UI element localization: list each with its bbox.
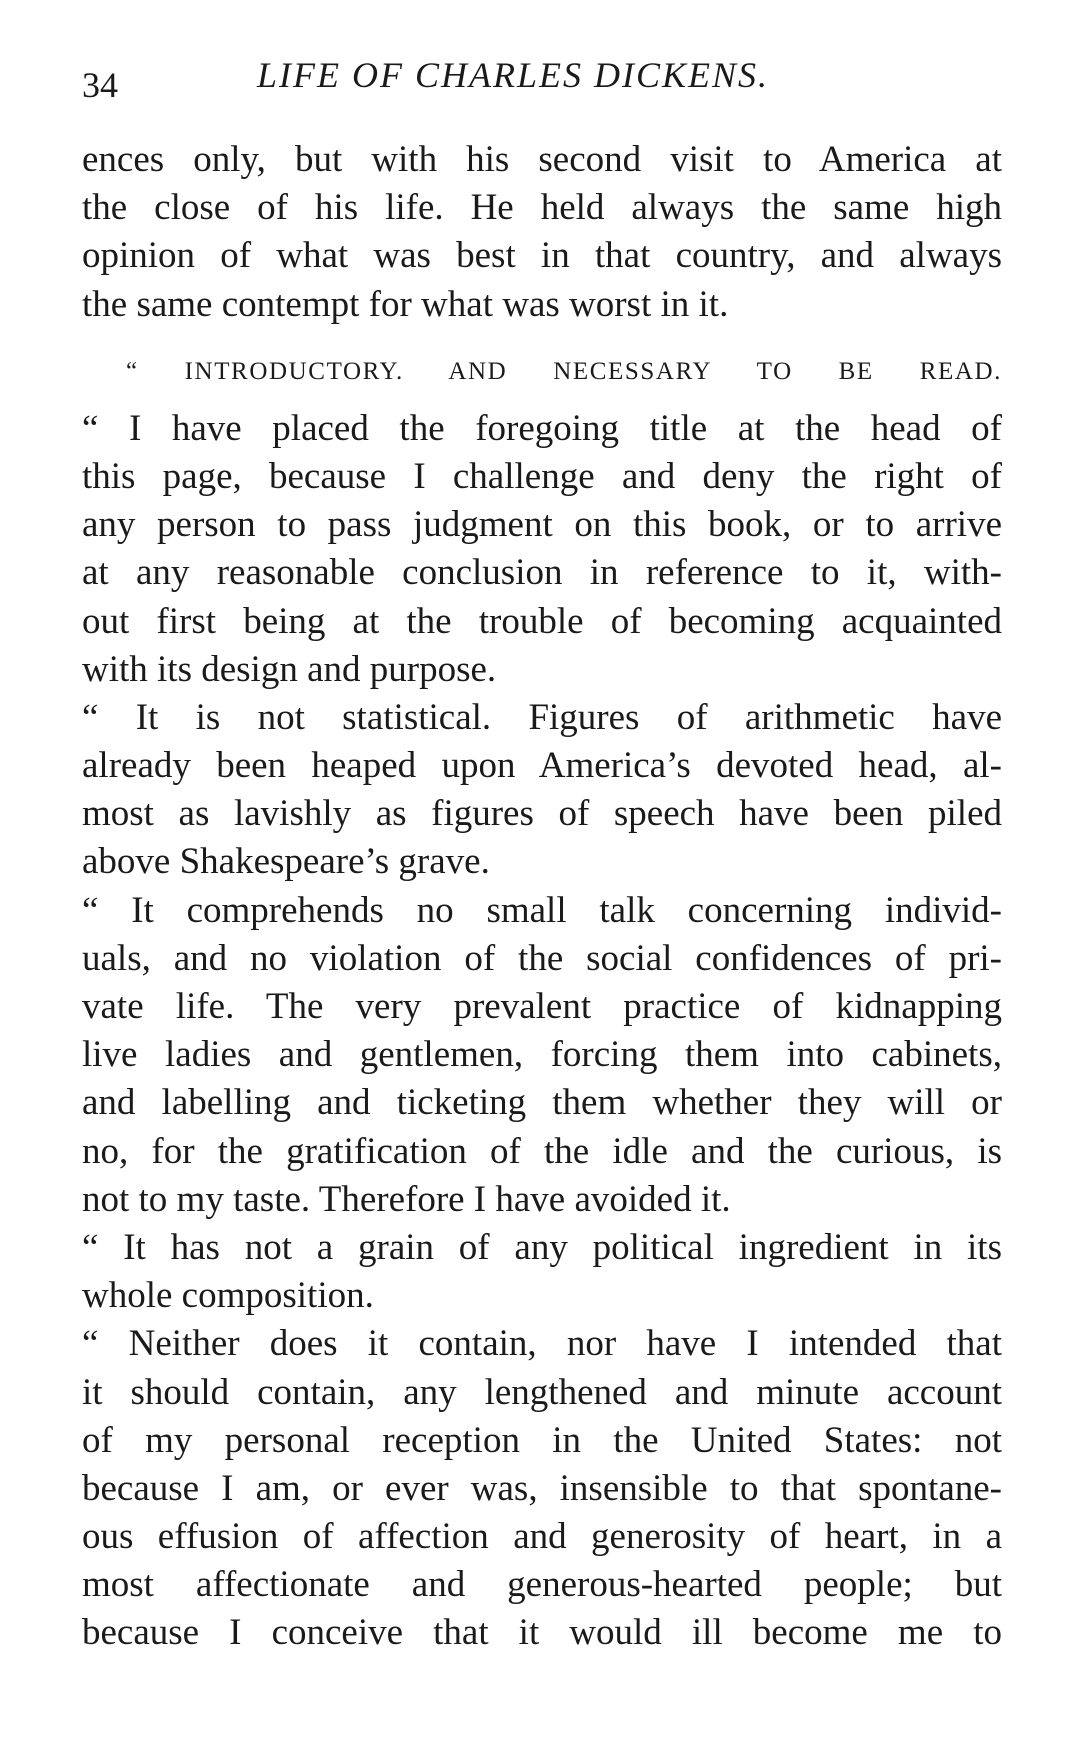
spacer (82, 397, 1002, 405)
spacer (82, 329, 1002, 347)
text-line: because I am, or ever was, insensible to that spontane- (82, 1467, 1002, 1509)
paragraph-4 (82, 1224, 1002, 1320)
paragraph-2 (82, 694, 1002, 887)
page-header (82, 50, 1002, 110)
text-line: already been heaped upon America’s devoted head, al- (82, 745, 1002, 787)
paragraph-intro (82, 136, 1002, 329)
text-line: because I conceive that it would ill become me to (82, 1612, 1002, 1654)
text-line: ences only, but with his second visit to America at (82, 139, 1002, 180)
text-line: most affectionate and generous-hearted people; but (82, 1564, 1002, 1606)
text-line: any person to pass judgment on this book, or to arrive (82, 504, 1002, 546)
text-line: “ I have placed the foregoing title at the head of (82, 407, 1002, 449)
text-line: and labelling and ticketing them whether they will or (82, 1082, 1002, 1124)
text-line: “ Neither does it contain, nor have I intended that (82, 1323, 1002, 1365)
section-heading: “ INTRODUCTORY. AND NECESSARY TO BE READ. (126, 357, 1002, 385)
text-line: it should contain, any lengthened and minute account (82, 1371, 1002, 1413)
paragraph-3 (82, 887, 1002, 1224)
paragraph-5 (82, 1320, 1002, 1657)
page-body (82, 136, 1002, 1658)
text-line: most as lavishly as figures of speech have been piled (82, 793, 1002, 835)
page-number: 34 (82, 65, 118, 105)
text-line: ous effusion of affection and generosity of heart, in a (82, 1516, 1002, 1558)
running-title: LIFE OF CHARLES DICKENS. (257, 55, 769, 95)
text-line: opinion of what was best in that country, and always (82, 235, 1002, 277)
text-line: uals, and no violation of the social confidences of pri- (82, 937, 1002, 979)
text-line: the same contempt for what was worst in it. (82, 283, 729, 325)
text-line: vate life. The very prevalent practice of kidnapping (82, 986, 1002, 1027)
text-line: at any reasonable conclusion in reference to it, with- (82, 552, 1002, 594)
text-line: out first being at the trouble of becoming acquainted (82, 600, 1002, 642)
text-line: with its design and purpose. (82, 648, 497, 690)
text-line: of my personal reception in the United States: not (82, 1419, 1002, 1461)
paragraph-1 (82, 405, 1002, 694)
text-line: no, for the gratification of the idle and the curious, is (82, 1130, 1002, 1172)
text-line: “ It is not statistical. Figures of arithmetic have (82, 696, 1002, 738)
text-line: “ It has not a grain of any political ingredient in its (82, 1226, 1002, 1268)
text-line: live ladies and gentlemen, forcing them into cabinets, (82, 1034, 1002, 1076)
text-line: “ It comprehends no small talk concerning individ- (82, 889, 1002, 931)
text-line: this page, because I challenge and deny the right of (82, 455, 1002, 497)
text-line: above Shakespeare’s grave. (82, 841, 490, 883)
text-line: whole composition. (82, 1275, 374, 1317)
text-line: not to my taste. Therefore I have avoided it. (82, 1178, 731, 1220)
text-line: the close of his life. He held always the same high (82, 187, 1002, 229)
